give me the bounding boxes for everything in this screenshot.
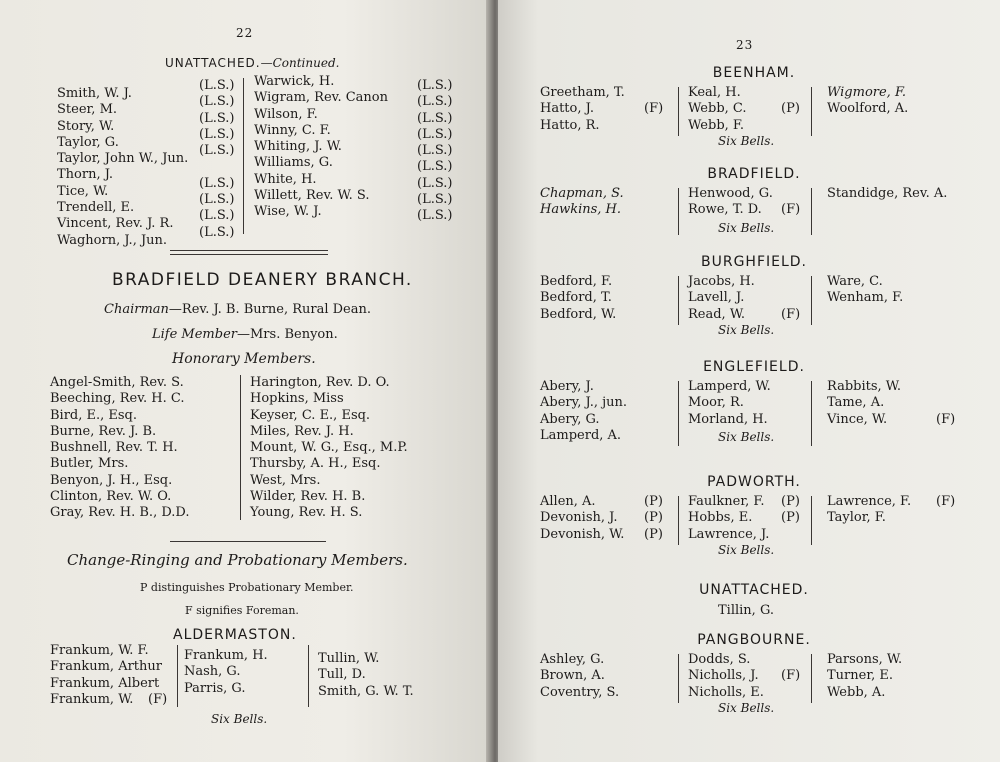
- double-rule: [170, 250, 328, 251]
- page-number: 22: [236, 26, 254, 40]
- member-name: Hopkins, Miss: [250, 391, 344, 407]
- member-name: Ware, C.: [827, 274, 883, 289]
- continued-label: —Continued.: [260, 56, 340, 70]
- status-mark: (P): [644, 526, 663, 542]
- column-divider: [240, 375, 241, 520]
- member-name: Jacobs, H.: [688, 274, 755, 289]
- member-name: White, H.: [254, 171, 317, 187]
- member-name: Woolford, A.: [827, 101, 909, 117]
- ls-mark: (L.S.): [199, 208, 235, 224]
- parish-names-col3: [827, 652, 902, 701]
- member-name: Rowe, T. D.: [688, 202, 762, 218]
- status-mark: [781, 274, 800, 290]
- status-mark: (P): [644, 510, 663, 526]
- member-name: Miles, Rev. J. H.: [250, 423, 354, 439]
- status-mark: [148, 659, 167, 675]
- member-name: Waghorn, J., Jun.: [57, 232, 168, 248]
- status-mark: [781, 685, 800, 701]
- status-marks: [781, 274, 800, 323]
- status-mark: [936, 510, 955, 526]
- column-divider: [678, 276, 679, 325]
- member-name: Frankum, Arthur: [50, 659, 162, 675]
- parish-names-col1: [540, 186, 624, 219]
- member-name: Dodds, S.: [688, 652, 751, 667]
- aldermaston-col1-marks: [148, 643, 167, 708]
- ls-mark: (L.S.): [199, 126, 235, 142]
- member-name: Rabbits, W.: [827, 379, 902, 394]
- unattached-ls-col1: [199, 78, 234, 241]
- member-name: Bird, E., Esq.: [50, 407, 138, 423]
- parish-heading: ENGLEFIELD.: [703, 359, 805, 375]
- six-bells-note: Six Bells.: [718, 322, 775, 337]
- chairman-label: Chairman: [104, 302, 169, 317]
- status-mark: [644, 85, 663, 101]
- parish-names-col1: [540, 379, 627, 444]
- column-divider: [678, 654, 679, 703]
- parish-heading: BEENHAM.: [712, 65, 796, 81]
- status-marks: [644, 85, 663, 134]
- column-divider: [811, 188, 812, 235]
- honorary-heading: Honorary Members.: [172, 351, 316, 367]
- member-name: Smith, W. J.: [57, 86, 132, 101]
- member-name: Standidge, Rev. A.: [827, 186, 948, 201]
- member-name: Tull, D.: [318, 667, 366, 683]
- member-name: Taylor, John W., Jun.: [57, 151, 189, 167]
- status-mark: (F): [936, 494, 956, 509]
- parish-names-col2: [688, 379, 771, 428]
- ls-mark: (L.S.): [417, 126, 453, 142]
- page-number: 23: [736, 38, 754, 52]
- member-name: Keal, H.: [688, 85, 741, 100]
- member-name: Abery, J.: [540, 379, 594, 394]
- change-ringing-heading: Change-Ringing and Probationary Members.: [67, 551, 408, 569]
- ls-mark: (L.S.): [199, 175, 235, 191]
- status-mark: [781, 85, 800, 101]
- six-bells-note: Six Bells.: [718, 133, 775, 148]
- status-mark: (F): [781, 668, 801, 684]
- member-name: Williams, G.: [254, 155, 333, 171]
- column-divider: [678, 87, 679, 136]
- life-member-label: Life Member: [152, 327, 237, 342]
- member-name: Vincent, Rev. J. R.: [57, 216, 174, 232]
- member-name: Webb, F.: [688, 117, 745, 133]
- member-name: Wigram, Rev. Canon: [254, 90, 388, 106]
- status-mark: [936, 379, 955, 395]
- status-marks: [781, 652, 800, 701]
- six-bells-note: Six Bells.: [718, 542, 775, 557]
- honorary-col2: [250, 375, 408, 522]
- member-name: Wilder, Rev. H. B.: [250, 489, 366, 505]
- status-mark: [781, 652, 800, 668]
- member-name: Bushnell, Rev. T. H.: [50, 440, 178, 456]
- member-name: Thursby, A. H., Esq.: [250, 456, 381, 472]
- ls-mark: (L.S.): [417, 208, 453, 224]
- column-divider: [177, 645, 178, 707]
- status-mark: (F): [936, 411, 956, 427]
- parish-heading: BRADFIELD.: [707, 166, 801, 182]
- column-divider: [308, 645, 309, 707]
- foreman-note: F signifies Foreman.: [185, 604, 299, 617]
- member-name: Keyser, C. E., Esq.: [250, 407, 371, 423]
- chairman-line: [104, 302, 371, 318]
- member-name: Devonish, J.: [540, 510, 618, 526]
- member-name: Wilson, F.: [254, 106, 318, 122]
- member-name: Nash, G.: [184, 664, 241, 680]
- ls-mark: (L.S.): [417, 110, 453, 126]
- parish-names-col3: [827, 379, 901, 428]
- ls-mark: (L.S.): [417, 78, 453, 93]
- column-divider: [243, 78, 244, 234]
- column-divider: [678, 188, 679, 235]
- status-mark: [936, 395, 955, 411]
- member-name: Webb, A.: [827, 684, 886, 700]
- unattached-names-col2: [254, 74, 388, 221]
- status-marks: [781, 494, 800, 543]
- ls-mark: (L.S.): [199, 110, 235, 126]
- member-name: Bedford, F.: [540, 274, 613, 289]
- member-name: Frankum, W.: [50, 691, 134, 707]
- status-mark: [148, 676, 167, 692]
- member-name: Lawrence, F.: [827, 494, 912, 509]
- parish-names-col2: [688, 494, 769, 543]
- member-name: Parris, G.: [184, 680, 246, 696]
- member-name: Wise, W. J.: [254, 204, 322, 220]
- member-name: Tame, A.: [827, 395, 885, 411]
- aldermaston-col3: [318, 651, 414, 700]
- member-name: Frankum, Albert: [50, 675, 160, 691]
- member-name: Harington, Rev. D. O.: [250, 375, 390, 390]
- ls-mark: (L.S.): [417, 175, 453, 191]
- unattached-names-col1: [57, 86, 188, 249]
- member-name: Winny, C. F.: [254, 122, 331, 138]
- branch-title: BRADFIELD DEANERY BRANCH.: [112, 270, 413, 290]
- member-name: Abery, J., jun.: [540, 395, 628, 411]
- parish-names-col1: [540, 274, 616, 323]
- ls-mark: (L.S.): [199, 94, 235, 110]
- ls-mark: (L.S.): [417, 94, 453, 110]
- column-divider: [678, 381, 679, 446]
- life-member-name: —Mrs. Benyon.: [237, 327, 338, 342]
- status-marks: [936, 494, 955, 527]
- chairman-name: —Rev. J. B. Burne, Rural Dean.: [168, 302, 371, 317]
- ls-mark: (L.S.): [199, 192, 235, 208]
- status-mark: (P): [781, 494, 800, 509]
- ls-mark: (L.S.): [199, 143, 235, 159]
- unattached-ls-col2: [417, 78, 452, 225]
- aldermaston-col1: [50, 643, 162, 708]
- aldermaston-heading: ALDERMASTON.: [173, 627, 297, 643]
- status-mark: [148, 643, 167, 659]
- member-name: Morland, H.: [688, 411, 768, 427]
- member-name: Clinton, Rev. W. O.: [50, 489, 172, 505]
- parish-names-col1: [540, 494, 624, 543]
- member-name: Lamperd, A.: [540, 427, 622, 443]
- status-mark: [644, 118, 663, 134]
- member-name: Beeching, Rev. H. C.: [50, 391, 185, 407]
- status-mark: (F): [781, 202, 801, 218]
- ls-mark: (L.S.): [199, 78, 235, 93]
- rule: [170, 541, 326, 542]
- probationary-note: P distinguishes Probationary Member.: [140, 581, 354, 594]
- member-name: Parsons, W.: [827, 652, 903, 667]
- parish-heading: PADWORTH.: [707, 474, 801, 490]
- member-name: Hatto, J.: [540, 101, 594, 117]
- parish-names-col2: [688, 652, 764, 701]
- status-mark: [781, 527, 800, 543]
- unattached-heading: UNATTACHED.: [699, 582, 809, 598]
- member-name: Lavell, J.: [688, 290, 745, 306]
- status-mark: (P): [781, 101, 800, 117]
- member-name: Thorn, J.: [57, 167, 114, 183]
- column-divider: [678, 496, 679, 545]
- member-name: Willett, Rev. W. S.: [254, 188, 370, 204]
- status-marks: [781, 85, 800, 134]
- member-name: Greetham, T.: [540, 85, 625, 100]
- status-marks: [936, 379, 955, 428]
- life-member-line: [152, 327, 338, 343]
- member-name: Warwick, H.: [254, 74, 335, 89]
- status-mark: (P): [781, 510, 800, 526]
- six-bells-note: Six Bells.: [211, 712, 268, 726]
- member-name: Hatto, R.: [540, 117, 600, 133]
- member-name: Mount, W. G., Esq., M.P.: [250, 440, 408, 456]
- parish-names-col3: [827, 85, 908, 118]
- status-mark: [781, 290, 800, 306]
- member-name: Butler, Mrs.: [50, 456, 129, 472]
- parish-heading: BURGHFIELD.: [700, 254, 807, 270]
- member-name: Vince, W.: [827, 411, 888, 427]
- status-mark: (F): [644, 101, 664, 117]
- member-name: West, Mrs.: [250, 472, 321, 488]
- column-divider: [811, 87, 812, 136]
- parish-names-col1: [540, 85, 625, 134]
- section-heading: UNATTACHED.: [165, 56, 261, 70]
- member-name: Trendell, E.: [57, 200, 135, 216]
- member-name: Turner, E.: [827, 668, 893, 684]
- ls-mark: (L.S.): [417, 192, 453, 208]
- parish-names-col2: [688, 274, 755, 323]
- double-rule: [170, 254, 328, 255]
- member-name: Story, W.: [57, 118, 115, 134]
- member-name: Hobbs, E.: [688, 510, 753, 526]
- member-name: Young, Rev. H. S.: [250, 505, 363, 521]
- member-name: Wigmore, F.: [827, 85, 907, 100]
- member-name: Read, W.: [688, 306, 746, 322]
- parish-heading: PANGBOURNE.: [697, 632, 811, 648]
- member-name: Nicholls, J.: [688, 668, 759, 684]
- status-mark: [781, 186, 800, 202]
- member-name: Gray, Rev. H. B., D.D.: [50, 505, 190, 521]
- column-divider: [811, 654, 812, 703]
- member-name: Steer, M.: [57, 102, 118, 118]
- status-marks: [781, 186, 800, 219]
- status-mark: (F): [148, 691, 168, 707]
- member-name: Wenham, F.: [827, 290, 904, 306]
- member-name: Tullin, W.: [318, 651, 380, 666]
- member-name: Taylor, F.: [827, 510, 886, 526]
- parish-names-col3: [827, 494, 911, 527]
- ls-mark: (L.S.): [199, 224, 235, 240]
- member-name: Smith, G. W. T.: [318, 683, 414, 699]
- six-bells-note: Six Bells.: [718, 700, 775, 715]
- parish-names-col1: [540, 652, 619, 701]
- member-name: Abery, G.: [540, 411, 600, 427]
- column-divider: [811, 276, 812, 325]
- honorary-col1: [50, 375, 190, 522]
- member-name: Benyon, J. H., Esq.: [50, 472, 173, 488]
- right-page: [498, 0, 1000, 762]
- member-name: Henwood, G.: [688, 186, 773, 201]
- member-name: Frankum, W. F.: [50, 643, 149, 658]
- ls-mark: (L.S.): [417, 159, 453, 175]
- status-mark: (F): [781, 306, 801, 322]
- ls-mark: [199, 159, 234, 175]
- ls-mark: (L.S.): [417, 143, 453, 159]
- member-name: Nicholls, E.: [688, 684, 764, 700]
- member-name: Angel-Smith, Rev. S.: [50, 375, 184, 390]
- parish-names-col2: [688, 186, 773, 219]
- unattached-continued-heading: [165, 55, 339, 71]
- column-divider: [811, 381, 812, 446]
- unattached-name: Tillin, G.: [718, 603, 774, 618]
- member-name: Burne, Rev. J. B.: [50, 423, 157, 439]
- member-name: Moor, R.: [688, 395, 744, 411]
- status-mark: (P): [644, 494, 663, 509]
- member-name: Faulkner, F.: [688, 494, 765, 509]
- member-name: Bedford, T.: [540, 290, 612, 306]
- member-name: Tice, W.: [57, 183, 109, 199]
- member-name: Bedford, W.: [540, 306, 617, 322]
- status-mark: [781, 118, 800, 134]
- parish-names-col3: [827, 274, 903, 307]
- member-name: Lawrence, J.: [688, 526, 770, 542]
- parish-names-col2: [688, 85, 747, 134]
- left-page: [0, 0, 492, 762]
- member-name: Devonish, W.: [540, 526, 625, 542]
- six-bells-note: Six Bells.: [718, 430, 775, 445]
- member-name: Frankum, H.: [184, 648, 268, 663]
- member-name: Allen, A.: [540, 494, 596, 509]
- aldermaston-col2: [184, 648, 268, 697]
- member-name: Brown, A.: [540, 668, 605, 684]
- member-name: Ashley, G.: [540, 652, 605, 667]
- member-name: Webb, C.: [688, 101, 747, 117]
- column-divider: [811, 496, 812, 545]
- member-name: Lamperd, W.: [688, 379, 771, 394]
- member-name: Taylor, G.: [57, 134, 119, 150]
- member-name: Chapman, S.: [540, 186, 624, 201]
- parish-names-col3: [827, 186, 947, 202]
- status-marks: [644, 494, 663, 543]
- member-name: Whiting, J. W.: [254, 139, 342, 155]
- member-name: Coventry, S.: [540, 684, 620, 700]
- member-name: Hawkins, H.: [540, 202, 622, 218]
- six-bells-note: Six Bells.: [718, 220, 775, 235]
